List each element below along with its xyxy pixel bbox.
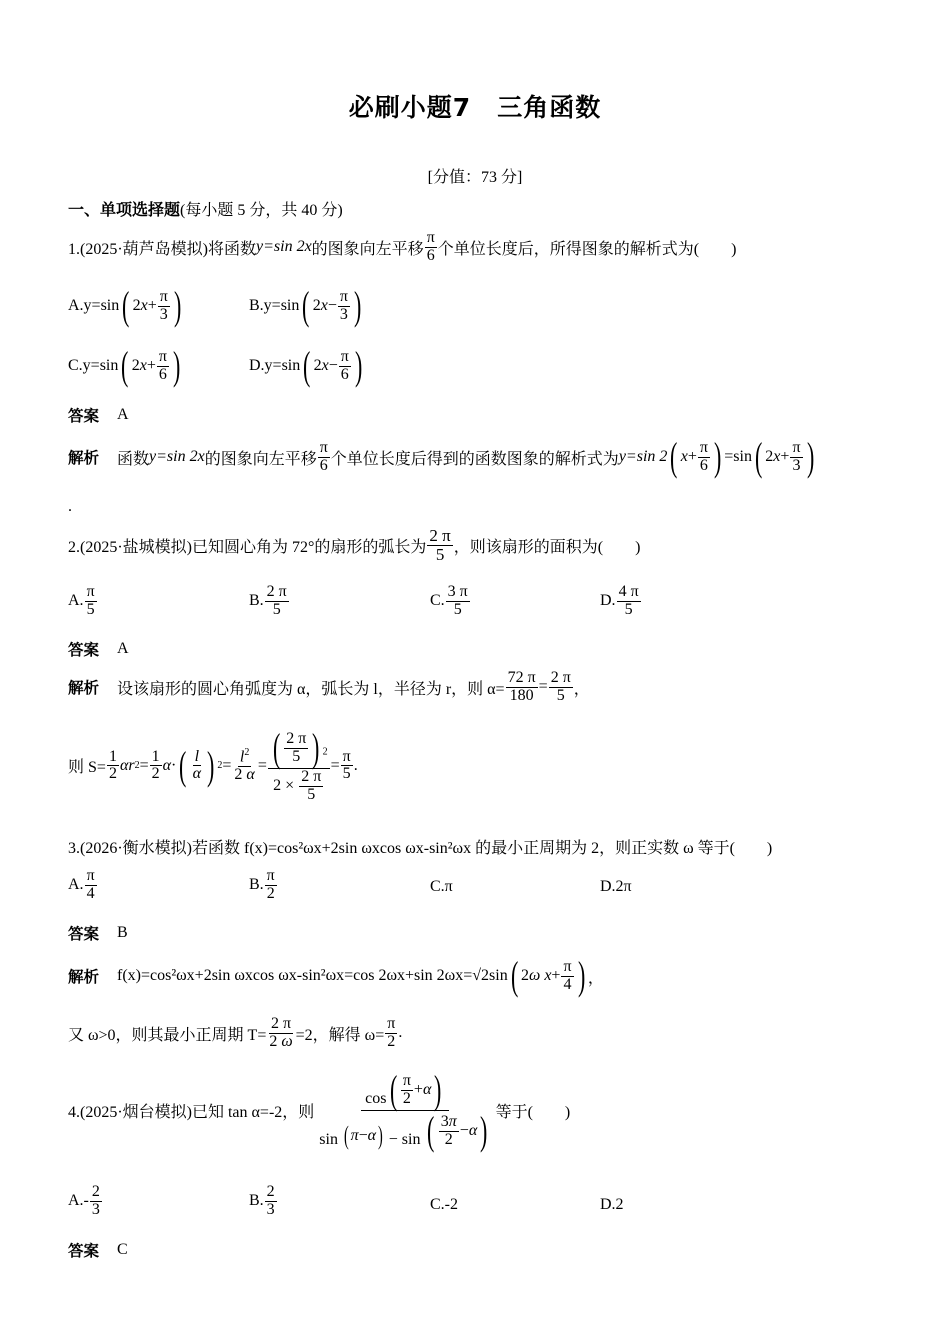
section-heading: [68, 197, 343, 220]
section-label: 一、单项选择题: [68, 200, 181, 219]
section-note: (每小题 5 分，共 40 分): [180, 202, 343, 219]
option-a: A.y=sin ( 2 x + $\frac{\pi}{3}$ ): [68, 283, 182, 328]
option-2b: B. $\frac{2 \pi}{5}$: [249, 583, 287, 618]
option-4b: B. $\frac{2}{3}$: [249, 1183, 275, 1218]
option-3a: A. $\frac{\pi}{4}$: [68, 867, 95, 902]
page-title: 必刷小题7 三角函数: [348, 93, 602, 122]
analysis-1: 解析 函数 y=sin 2x 的图象向左平移 $\frac{\pi}{6}$ 个单位长度后得到的函数图象的解析式为 y=sin 2 ( x + $\frac{\pi}{6}$ ) =sin ( 2 x + $\frac{\pi}{3}$ ): [68, 434, 814, 479]
answer-1: 答案 A: [68, 406, 129, 425]
answer-3: 答案 B: [68, 924, 128, 943]
option-2c: C. $\frac{3 \pi}{5}$: [430, 583, 468, 618]
option-3c: C.π: [430, 878, 453, 895]
analysis-1-end: .: [68, 498, 72, 515]
option-c: C.y=sin ( 2 x + $\frac{\pi}{6}$ ): [68, 343, 181, 388]
option-4a: A.- $\frac{2}{3}$: [68, 1183, 100, 1218]
option-3b: B. $\frac{\pi}{2}$: [249, 867, 275, 902]
analysis-2-area: 则 S= $\frac{1}{2}$ αr 2 = $\frac{1}{2}$ α · ( $\frac{l}{\alpha}$ ) 2 = $\frac{l^2}{2 \alpha}$ = ( $\frac{2 \pi}{5}$ ) $^2$ 2 × $\frac{2 \pi}{5}$ = $\frac{\pi}{5}$ .: [68, 725, 358, 803]
question-3-stem: 3.(2026·衡水模拟)若函数 f(x)=cos²ωx+2sin ωxcos ωx-sin²ωx 的最小正周期为 2，则正实数 ω 等于( ): [68, 840, 773, 857]
analysis-3-period: 又 ω>0，则其最小正周期 T= $\frac{2 \pi}{2 \omega}$ =2，解得 ω= $\frac{\pi}{2}$ .: [68, 1015, 403, 1050]
answer-4: 答案 C: [68, 1241, 128, 1260]
option-3d: D.2π: [600, 878, 632, 895]
option-2a: A. $\frac{\pi}{5}$: [68, 583, 95, 618]
answer-2: 答案 A: [68, 640, 129, 659]
option-4d: D.2: [600, 1196, 624, 1213]
fraction: $\frac{\pi}{6}$: [426, 229, 435, 264]
option-4c: C.-2: [430, 1196, 458, 1213]
option-2d: D. $\frac{4 \pi}{5}$: [600, 583, 639, 618]
question-2-stem: 2.(2025·盐城模拟)已知圆心角为 72°的扇形的弧长为 $\frac{2 \pi}{5}$ ，则该扇形的面积为( ): [68, 526, 641, 564]
analysis-3: 解析 f(x)=cos²ωx+2sin ωxcos ωx-sin²ωx=cos 2ωx+sin 2ωx= √ 2sin ( 2 ω x + $\frac{\pi}{4}$ ) ，: [68, 953, 604, 998]
option-d: D.y=sin ( 2 x − $\frac{\pi}{6}$ ): [249, 343, 363, 388]
option-b: B.y=sin ( 2 x − $\frac{\pi}{3}$ ): [249, 283, 362, 328]
question-4-stem: 4.(2025·烟台模拟)已知 tan α=-2，则 cos ( $\frac{\pi}{2}$ + α ) sin ( π − α ) − sin ( $\frac{3\pi}{2}$ − α ) 等于( ): [68, 1067, 571, 1153]
question-1-stem: 1.(2025·葫芦岛模拟)将函数 y=sin 2x 的图象向左平移 $\frac{\pi}{6}$ 个单位长度后，所得图象的解析式为( ): [68, 229, 737, 264]
analysis-2: 解析 设该扇形的圆心角弧度为 α，弧长为 l，半径为 r，则 α= $\frac{72 \pi}{180}$ = $\frac{2 \pi}{5}$ ，: [68, 669, 590, 704]
score-note: [分值：73 分]: [427, 169, 523, 186]
